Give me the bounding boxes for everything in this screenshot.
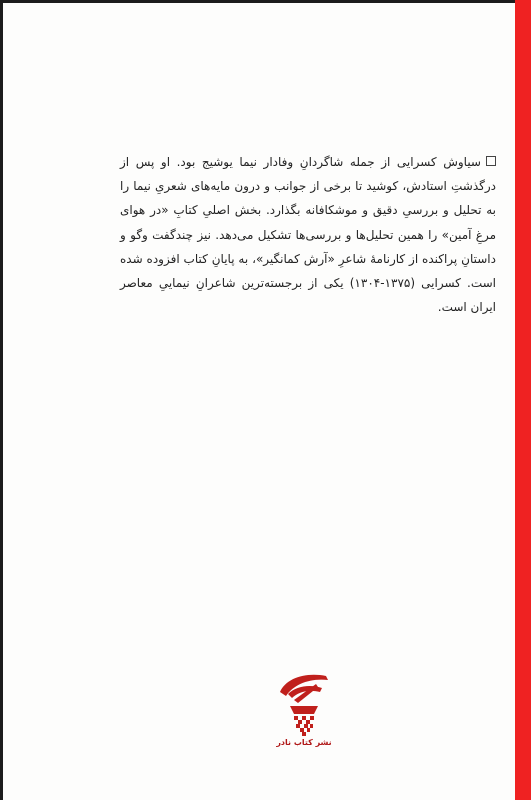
bullet-square-icon: [486, 156, 496, 166]
back-cover-blurb: [120, 150, 496, 319]
blurb-text: سیاوش کسرایی از جمله شاگردانِ وفادار نیما یوشیج بود. او پس از درگذشتِ استادش، کوشید تا برخی از جوانب و درون مایه‌های شعریِ نیما را به تحلیل و بررسیِ دقیق و موشکافانه بگذارد. بخش اصلیِ کتابِ «در هوای مرغِ آمین» را همین تحلیل‌ها و بررسی‌ها تشکیل می‌دهد. نیز چندگفت وگو و داستانِ پراکنده از کارنامهٔ شاعرِ «آرش کمانگیر»، به پایانِ کتاب افزوده شده است. کسرایی (۱۳۷۵-۱۳۰۴) یکی از برجسته‌ترین شاعرانِ نیماییِ معاصر ایران است.: [120, 155, 496, 315]
back-cover-page: [3, 3, 515, 800]
red-spine-strip: [515, 0, 531, 800]
publisher-name: نشر کتاب نادر: [276, 738, 332, 747]
